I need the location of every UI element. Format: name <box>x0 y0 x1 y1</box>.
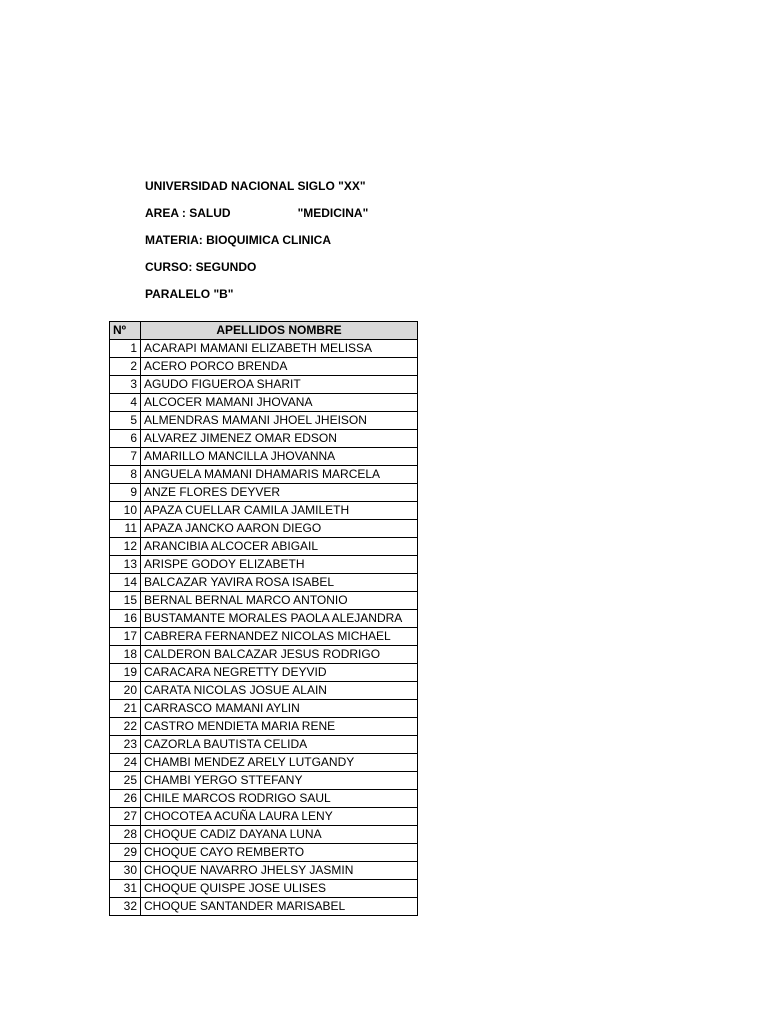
table-row <box>110 844 418 862</box>
student-name: ALVAREZ JIMENEZ OMAR EDSON <box>141 430 418 448</box>
column-header-number: Nº <box>110 322 141 340</box>
row-number: 10 <box>110 502 141 520</box>
student-name: CHOQUE CAYO REMBERTO <box>141 844 418 862</box>
area-line <box>145 203 545 230</box>
table-row <box>110 394 418 412</box>
student-name: APAZA JANCKO AARON DIEGO <box>141 520 418 538</box>
row-number: 8 <box>110 466 141 484</box>
row-number: 16 <box>110 610 141 628</box>
university-title: UNIVERSIDAD NACIONAL SIGLO "XX" <box>145 179 366 193</box>
table-row <box>110 538 418 556</box>
table-row <box>110 808 418 826</box>
student-name: CHAMBI YERGO STTEFANY <box>141 772 418 790</box>
student-name: APAZA CUELLAR CAMILA JAMILETH <box>141 502 418 520</box>
student-name: BUSTAMANTE MORALES PAOLA ALEJANDRA <box>141 610 418 628</box>
row-number: 5 <box>110 412 141 430</box>
row-number: 27 <box>110 808 141 826</box>
row-number: 19 <box>110 664 141 682</box>
table-row <box>110 358 418 376</box>
table-row <box>110 646 418 664</box>
table-row <box>110 700 418 718</box>
table-row <box>110 862 418 880</box>
table-row <box>110 682 418 700</box>
table-row <box>110 772 418 790</box>
table-row <box>110 502 418 520</box>
table-row <box>110 736 418 754</box>
section-line: PARALELO "B" <box>145 287 234 301</box>
table-row <box>110 520 418 538</box>
table-row <box>110 628 418 646</box>
table-row <box>110 340 418 358</box>
column-header-name: APELLIDOS NOMBRE <box>141 322 418 340</box>
table-row <box>110 592 418 610</box>
student-roster-table <box>109 321 418 916</box>
student-name: ALMENDRAS MAMANI JHOEL JHEISON <box>141 412 418 430</box>
row-number: 23 <box>110 736 141 754</box>
student-name: ALCOCER MAMANI JHOVANA <box>141 394 418 412</box>
student-name: CASTRO MENDIETA MARIA RENE <box>141 718 418 736</box>
roster-body <box>110 340 418 916</box>
student-name: ANGUELA MAMANI DHAMARIS MARCELA <box>141 466 418 484</box>
document-header <box>145 176 545 311</box>
row-number: 30 <box>110 862 141 880</box>
row-number: 31 <box>110 880 141 898</box>
row-number: 3 <box>110 376 141 394</box>
table-row <box>110 898 418 916</box>
student-name: CHOQUE SANTANDER MARISABEL <box>141 898 418 916</box>
student-name: CALDERON BALCAZAR JESUS RODRIGO <box>141 646 418 664</box>
row-number: 18 <box>110 646 141 664</box>
student-name: AMARILLO MANCILLA JHOVANNA <box>141 448 418 466</box>
table-row <box>110 466 418 484</box>
table-row <box>110 412 418 430</box>
row-number: 29 <box>110 844 141 862</box>
table-row <box>110 556 418 574</box>
row-number: 6 <box>110 430 141 448</box>
row-number: 24 <box>110 754 141 772</box>
table-row <box>110 754 418 772</box>
row-number: 12 <box>110 538 141 556</box>
table-row <box>110 664 418 682</box>
student-name: CAZORLA BAUTISTA CELIDA <box>141 736 418 754</box>
student-name: CARRASCO MAMANI AYLIN <box>141 700 418 718</box>
student-name: AGUDO FIGUEROA SHARIT <box>141 376 418 394</box>
table-row <box>110 790 418 808</box>
table-row <box>110 610 418 628</box>
table-row <box>110 376 418 394</box>
student-name: CHILE MARCOS RODRIGO SAUL <box>141 790 418 808</box>
student-name: ACERO PORCO BRENDA <box>141 358 418 376</box>
row-number: 13 <box>110 556 141 574</box>
student-name: CARATA NICOLAS JOSUE ALAIN <box>141 682 418 700</box>
student-name: CHOQUE QUISPE JOSE ULISES <box>141 880 418 898</box>
table-row <box>110 826 418 844</box>
row-number: 4 <box>110 394 141 412</box>
student-name: CARACARA NEGRETTY DEYVID <box>141 664 418 682</box>
row-number: 22 <box>110 718 141 736</box>
student-name: CHAMBI MENDEZ ARELY LUTGANDY <box>141 754 418 772</box>
row-number: 26 <box>110 790 141 808</box>
subject-line: MATERIA: BIOQUIMICA CLINICA <box>145 233 331 247</box>
row-number: 1 <box>110 340 141 358</box>
table-row <box>110 718 418 736</box>
table-row <box>110 880 418 898</box>
table-row <box>110 484 418 502</box>
student-name: BALCAZAR YAVIRA ROSA ISABEL <box>141 574 418 592</box>
table-header-row <box>110 322 418 340</box>
row-number: 7 <box>110 448 141 466</box>
student-name: ACARAPI MAMANI ELIZABETH MELISSA <box>141 340 418 358</box>
area-label: AREA : SALUD <box>145 206 231 220</box>
row-number: 28 <box>110 826 141 844</box>
row-number: 2 <box>110 358 141 376</box>
student-name: ANZE FLORES DEYVER <box>141 484 418 502</box>
career-label: "MEDICINA" <box>297 206 369 220</box>
row-number: 32 <box>110 898 141 916</box>
row-number: 11 <box>110 520 141 538</box>
row-number: 9 <box>110 484 141 502</box>
student-name: ARANCIBIA ALCOCER ABIGAIL <box>141 538 418 556</box>
student-name: ARISPE GODOY ELIZABETH <box>141 556 418 574</box>
row-number: 21 <box>110 700 141 718</box>
row-number: 25 <box>110 772 141 790</box>
student-name: CHOCOTEA ACUÑA LAURA LENY <box>141 808 418 826</box>
table-row <box>110 430 418 448</box>
row-number: 20 <box>110 682 141 700</box>
student-name: BERNAL BERNAL MARCO ANTONIO <box>141 592 418 610</box>
student-name: CHOQUE NAVARRO JHELSY JASMIN <box>141 862 418 880</box>
row-number: 17 <box>110 628 141 646</box>
student-name: CHOQUE CADIZ DAYANA LUNA <box>141 826 418 844</box>
table-row <box>110 574 418 592</box>
student-name: CABRERA FERNANDEZ NICOLAS MICHAEL <box>141 628 418 646</box>
course-line: CURSO: SEGUNDO <box>145 260 257 274</box>
table-row <box>110 448 418 466</box>
row-number: 14 <box>110 574 141 592</box>
row-number: 15 <box>110 592 141 610</box>
